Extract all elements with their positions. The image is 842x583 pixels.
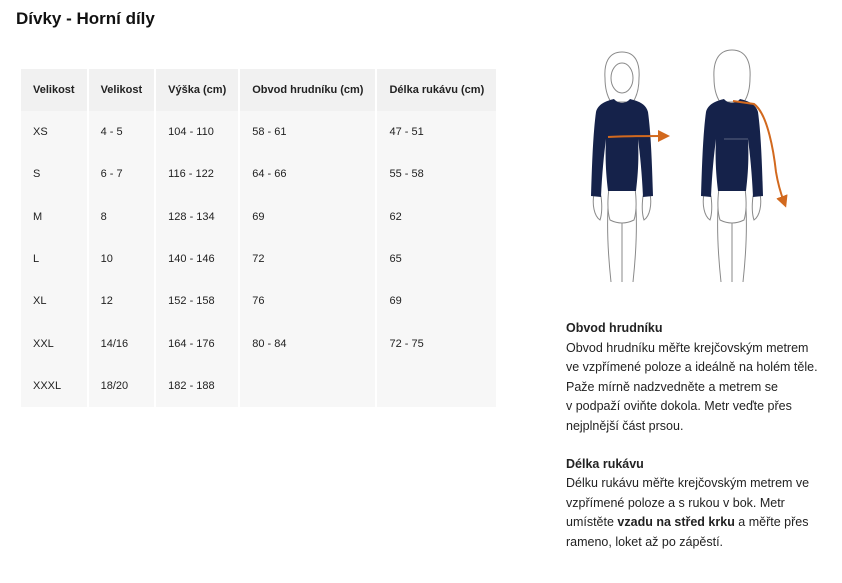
- chest-text-line: Paže mírně nadzvedněte a metrem se: [566, 379, 778, 394]
- sleeve-heading: Délka rukávu: [566, 456, 644, 471]
- column-header-size-letter: Velikost: [21, 69, 87, 111]
- sleeve-text-line: rameno, loket až po zápěstí.: [566, 534, 724, 549]
- table-row: [21, 111, 496, 153]
- table-row: [21, 322, 496, 364]
- table-cell: 76: [240, 280, 375, 322]
- table-cell: 12: [89, 280, 155, 322]
- chest-heading: Obvod hrudníku: [566, 321, 663, 335]
- column-header-size-age: Velikost: [89, 69, 155, 111]
- table-cell: XXL: [21, 322, 87, 364]
- table-cell: 64 - 66: [240, 153, 375, 195]
- table-cell: 6 - 7: [89, 153, 155, 195]
- measurement-instructions: [566, 319, 836, 553]
- table-cell: 65: [377, 238, 496, 280]
- table-header-row: [21, 69, 496, 111]
- table-cell: 80 - 84: [240, 322, 375, 364]
- table-row: [21, 365, 496, 407]
- table-cell: S: [21, 153, 87, 195]
- table-cell: 47 - 51: [377, 111, 496, 153]
- table-cell: 18/20: [89, 365, 155, 407]
- table-cell: 55 - 58: [377, 153, 496, 195]
- chest-text-line: ve vzpřímené poloze a ideálně na holém těle.: [566, 360, 818, 375]
- sleeve-text-part: umístěte: [566, 515, 618, 530]
- table-cell: 69: [377, 280, 496, 322]
- sleeve-text-part: a měřte přes: [734, 515, 809, 530]
- table-cell: 72: [240, 238, 375, 280]
- table-cell: 58 - 61: [240, 111, 375, 153]
- table-row: [21, 280, 496, 322]
- table-cell: 10: [89, 238, 155, 280]
- table-cell: L: [21, 238, 87, 280]
- table-cell: XL: [21, 280, 87, 322]
- table-cell: 69: [240, 196, 375, 238]
- table-cell: 128 - 134: [156, 196, 238, 238]
- table-cell: [240, 365, 375, 407]
- chest-instructions: [566, 319, 836, 437]
- table-row: [21, 196, 496, 238]
- page-title: Dívky - Horní díly: [16, 9, 155, 28]
- sleeve-text-line: Délku rukávu měřte krejčovským metrem ve: [566, 476, 810, 491]
- chest-text-line: Obvod hrudníku měřte krejčovským metrem: [566, 340, 809, 355]
- table-cell: XXXL: [21, 365, 87, 407]
- sleeve-text-emphasis: vzadu na střed krku: [617, 515, 735, 530]
- table-cell: 116 - 122: [156, 153, 238, 195]
- table-cell: 164 - 176: [156, 322, 238, 364]
- table-cell: 8: [89, 196, 155, 238]
- column-header-sleeve: Délka rukávu (cm): [377, 69, 496, 111]
- sleeve-instructions: [566, 455, 836, 553]
- table-cell: [377, 365, 496, 407]
- column-header-chest: Obvod hrudníku (cm): [240, 69, 375, 111]
- chest-text-line: nejplnější část prsou.: [566, 418, 684, 433]
- table-cell: XS: [21, 111, 87, 153]
- table-cell: 140 - 146: [156, 238, 238, 280]
- size-table: [19, 69, 498, 407]
- table-cell: 14/16: [89, 322, 155, 364]
- front-shirt: [591, 99, 653, 197]
- measurement-illustration: [578, 44, 818, 284]
- table-cell: 62: [377, 196, 496, 238]
- chest-arrow: [608, 136, 664, 137]
- table-cell: 104 - 110: [156, 111, 238, 153]
- table-cell: 4 - 5: [89, 111, 155, 153]
- table-cell: M: [21, 196, 87, 238]
- column-header-height: Výška (cm): [156, 69, 238, 111]
- table-cell: 182 - 188: [156, 365, 238, 407]
- table-cell: 72 - 75: [377, 322, 496, 364]
- table-row: [21, 153, 496, 195]
- table-cell: 152 - 158: [156, 280, 238, 322]
- sleeve-text-line: vzpřímené poloze a s rukou v bok. Metr: [566, 495, 785, 510]
- sleeve-text-line: [566, 513, 836, 533]
- chest-text-line: v podpaží oviňte dokola. Metr veďte přes: [566, 399, 792, 414]
- table-row: [21, 238, 496, 280]
- back-shirt: [701, 99, 763, 197]
